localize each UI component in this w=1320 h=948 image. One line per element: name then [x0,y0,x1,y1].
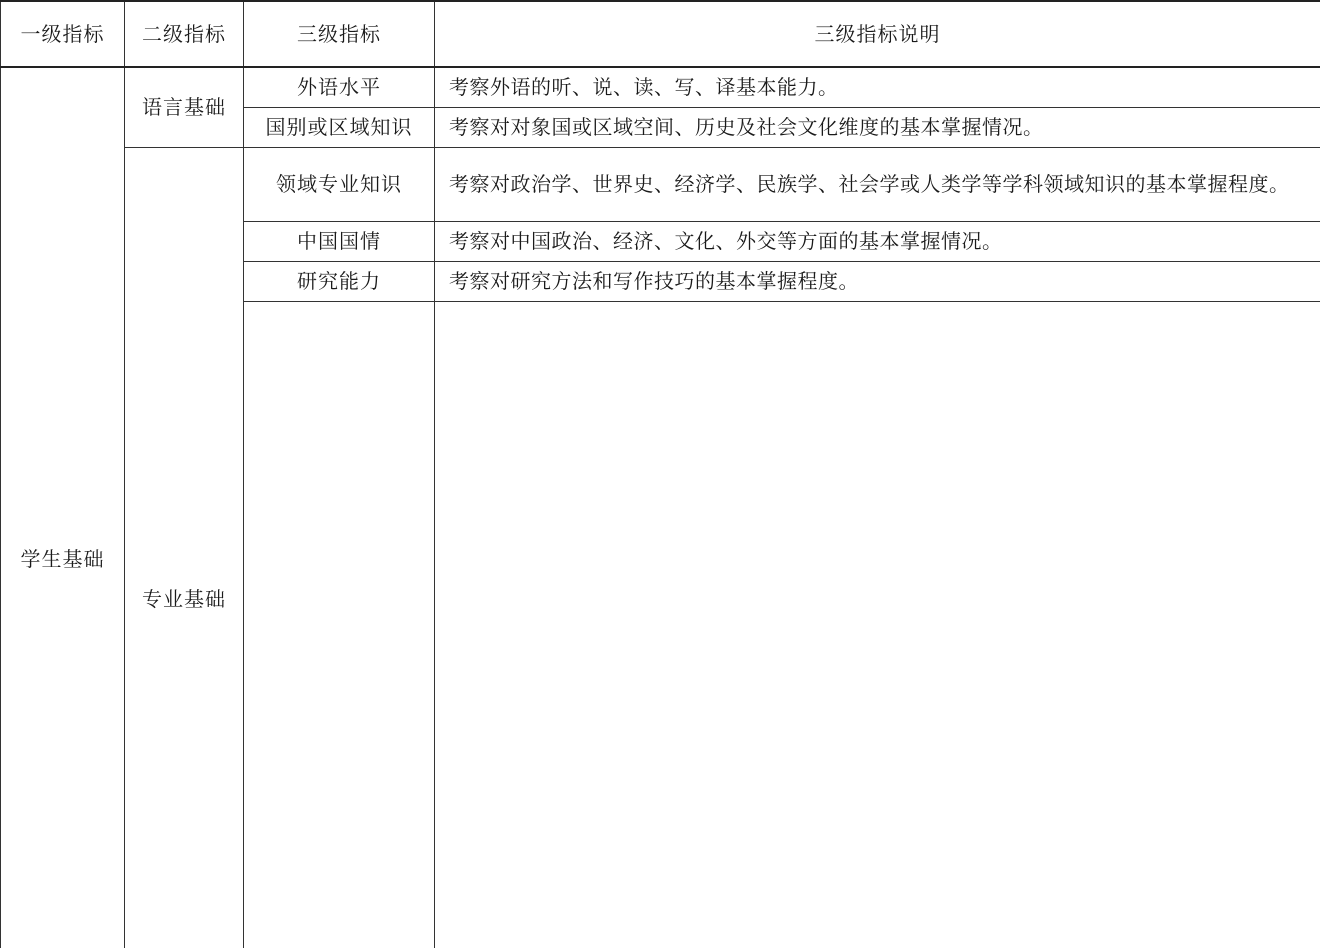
level3-cell: 研究能力 [244,261,435,301]
level3-cell: 领域专业知识 [244,147,435,221]
level2-training-program [435,301,1320,948]
table-row [1,147,1320,221]
description-cell: 考察外语的听、说、读、写、译基本能力。 [435,67,1320,107]
header-level2: 二级指标 [125,1,244,67]
table-row [1,67,1320,107]
description-cell: 考察对政治学、世界史、经济学、民族学、社会学或人类学等学科领域知识的基本掌握程度。 [435,147,1320,221]
header-level1: 一级指标 [1,1,125,67]
level2-professional-foundation: 专业基础 [125,147,244,948]
description-cell: 考察对中国政治、经济、文化、外交等方面的基本掌握情况。 [435,221,1320,261]
header-level3: 三级指标 [244,1,435,67]
description-cell: 考察对研究方法和写作技巧的基本掌握程度。 [435,261,1320,301]
table-header-row [1,1,1320,67]
level3-cell: 外语水平 [244,67,435,107]
level1-university-background [244,301,435,948]
level3-cell: 中国国情 [244,221,435,261]
header-description: 三级指标说明 [435,1,1320,67]
description-cell: 考察对对象国或区域空间、历史及社会文化维度的基本掌握情况。 [435,107,1320,147]
level3-cell: 国别或区域知识 [244,107,435,147]
level1-student-foundation: 学生基础 [1,67,125,948]
level2-language-foundation: 语言基础 [125,67,244,147]
